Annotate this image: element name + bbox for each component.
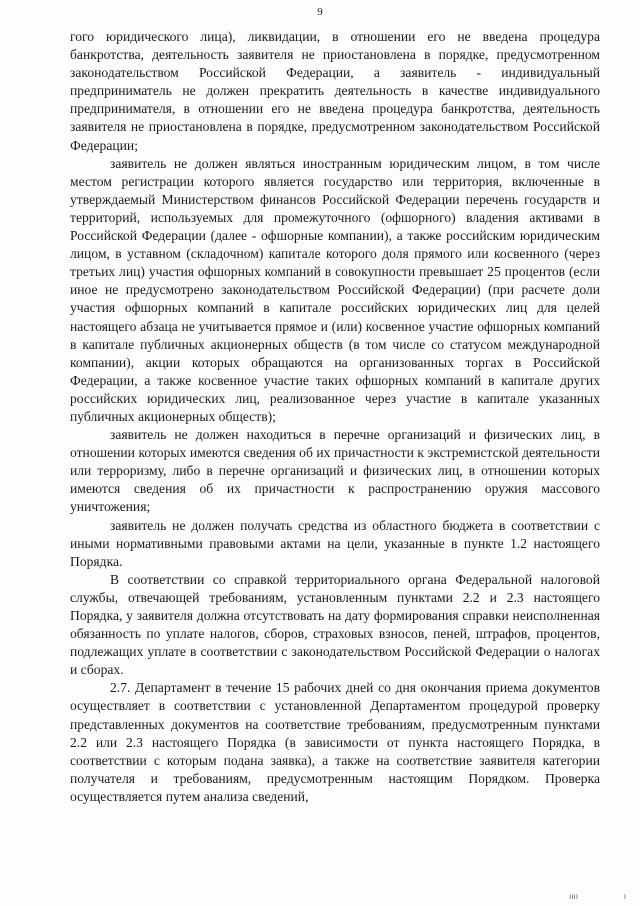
paragraph-tax-certificate: В соответствии со справкой территориального органа Федеральной налоговой службы, отвечающей требованиям, установленным пунктами 2.2 и 2.3 настоящего Порядка, у заявителя должна отсутствовать на дату формирования справки неисполненная обязанность по уплате налогов, сборов, страховых взносов, пеней, штрафов, процентов, подлежащих уплате в соответствии с законодательством Российской Федерации о налогах и сборах.: [70, 571, 600, 678]
paragraph-foreign-entity: заявитель не должен являться иностранным юридическим лицом, в том числе местом регистрации которого является государство или территория, включенные в утверждаемый Министерством финансов Российской Федерации перечень государств и территорий, используемых для промежуточного (офшорного) владения активами в Российской Федерации (далее - офшорные компании), а также российским юридическим лицом, в уставном (складочном) капитале которого доля прямого или косвенного (через третьих лиц) участия офшорных компаний в совокупности превышает 25 процентов (если иное не предусмотрено законодательством Российской Федерации) (при расчете доли участия офшорных компаний в капитале российских юридических лиц для целей настоящего абзаца не учитывается прямое и (или) косвенное участие офшорных компаний в капитале публичных акционерных обществ (в том числе со статусом международной компании), акции которых обращаются на организованных торгах в Российской Федерации, а также косвенное участие таких офшорных компаний в капитале других российских юридических лиц, реализованное через участие в капитале указанных публичных акционерных обществ);: [70, 155, 600, 424]
paragraph-regional-budget: заявитель не должен получать средства из областного бюджета в соответствии с иными нормативными правовыми актами на цели, указанные в пункте 1.2 настоящего Порядка.: [70, 517, 600, 569]
paragraph-continuation: гого юридического лица), ликвидации, в отношении его не введена процедура банкротства, деятельность заявителя не приостановлена в порядке, предусмотренном законодательством Российской Федерации, а заявитель - индивидуальный предприниматель не должен прекратить деятельность в качестве индивидуального предпринимателя, в отношении его не введена процедура банкротства, деятельность заявителя не приостановлена в порядке, предусмотренном законодательством Российской Федерации;: [70, 29, 600, 153]
paragraph-extremism-list: заявитель не должен находиться в перечне организаций и физических лиц, в отношении которых имеются сведения об их причастности к экстремистской деятельности или терроризму, либо в перечне организаций и физических лиц, в отношении которых имеются сведения об их причастности к распространению оружия массового уничтожения;: [70, 427, 600, 515]
footer-scan-mark: ıııı: [569, 892, 578, 901]
page-number: 9: [317, 6, 323, 18]
footer-scan-mark-small: ı: [623, 892, 626, 901]
paragraph-section-2-7: 2.7. Департамент в течение 15 рабочих дней со дня окончания приема документов осуществляет в соответствии с установленной Департаментом процедурой проверку представленных документов на соответствие требованиям, предусмотренным пунктами 2.2 или 2.3 настоящего Порядка (в зависимости от пункта настоящего Порядка, в соответствии с которым подана заявка), а также на соответствие заявителя категории получателя и требованиям, предусмотренным настоящим Порядком. Проверка осуществляется путем анализа сведений,: [70, 680, 600, 804]
document-text: [70, 28, 600, 806]
